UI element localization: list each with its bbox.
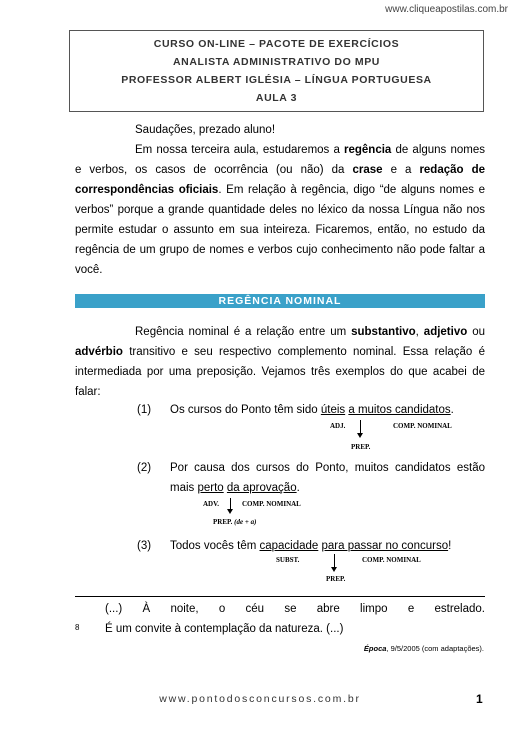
example-sentence bbox=[170, 400, 485, 420]
arrow-down-icon bbox=[357, 433, 363, 438]
intro-text: de alguns nomes e verbos, os casos de ocorrência (ou não) da bbox=[75, 144, 485, 176]
quote-line-2: É um convite à contemplação da natureza. (...) bbox=[105, 623, 344, 635]
intro-text: . Em relação à regência, digo “de alguns nomes e verbos” porque a grande quantidade deles no léxico da nossa Língua não nos permite estudar o assunto em sua inteireza. Ficaremos, então, no estudo da regência de um grupo de nomes e verbos cujo conhecimento não pode faltar a você. bbox=[75, 184, 485, 276]
example-punct: . bbox=[296, 482, 300, 494]
example-head-word: úteis bbox=[320, 404, 346, 416]
example-text: Por causa dos cursos do Ponto, muitos candidatos estão mais bbox=[170, 462, 485, 494]
quote-line-1: (...) À noite, o céu se abre limpo e estrelado. bbox=[105, 603, 485, 615]
example-text: Os cursos do Ponto têm sido bbox=[170, 404, 321, 416]
example-sentence bbox=[170, 458, 485, 498]
header-line-1: CURSO ON-LINE – PACOTE DE EXERCÍCIOS bbox=[153, 38, 400, 50]
intro-bold-redacao: redação de correspondências oficiais bbox=[75, 164, 485, 196]
example-number: (1) bbox=[137, 404, 152, 416]
intro-paragraph bbox=[75, 140, 485, 280]
arrow-down-icon bbox=[227, 509, 233, 514]
arrow-line bbox=[360, 420, 361, 434]
label-comp-nominal: COMP. NOMINAL bbox=[242, 500, 301, 508]
label-prep: PREP. bbox=[326, 575, 346, 583]
def-text: transitivo e seu respectivo complemento nominal. Essa relação é intermediada por uma preposição. Vejamos três exemplos do que acabei de falar: bbox=[75, 346, 485, 398]
label-subst: SUBST. bbox=[276, 556, 300, 564]
intro-bold-crase: crase bbox=[352, 164, 383, 176]
example-complement: a muitos candidatos bbox=[348, 404, 451, 416]
footer-url: www.pontodosconcursos.com.br bbox=[159, 693, 361, 705]
source-title: Época bbox=[363, 644, 387, 653]
example-sentence bbox=[170, 536, 485, 556]
example-punct: . bbox=[450, 404, 454, 416]
def-bold-adjetivo: adjetivo bbox=[423, 326, 468, 338]
header-line-3: PROFESSOR ALBERT IGLÉSIA – LÍNGUA PORTUGUESA bbox=[121, 74, 432, 86]
section-title: REGÊNCIA NOMINAL bbox=[75, 294, 485, 308]
label-adv: ADV. bbox=[203, 500, 220, 508]
def-text: ou bbox=[467, 326, 485, 338]
intro-text: e a bbox=[382, 164, 420, 176]
greeting: Saudações, prezado aluno! bbox=[135, 124, 276, 136]
intro-bold-regencia: regência bbox=[344, 144, 392, 156]
def-text: Regência nominal é a relação entre um bbox=[135, 326, 352, 338]
label-prep: PREP. bbox=[351, 443, 371, 451]
example-complement: da aprovação bbox=[226, 482, 297, 494]
arrow-down-icon bbox=[331, 567, 337, 572]
example-punct: ! bbox=[448, 540, 452, 552]
example-complement: para passar no concurso bbox=[321, 540, 449, 552]
label-prep-note: (de + a) bbox=[234, 518, 257, 526]
def-text: , bbox=[415, 326, 424, 338]
example-text: Todos vocês têm bbox=[170, 540, 260, 552]
divider bbox=[75, 596, 485, 597]
label-prep-text: PREP. bbox=[213, 518, 233, 526]
label-prep bbox=[213, 518, 256, 526]
label-comp-nominal: COMP. NOMINAL bbox=[393, 422, 452, 430]
def-bold-adverbio: advérbio bbox=[75, 346, 123, 358]
label-comp-nominal: COMP. NOMINAL bbox=[362, 556, 421, 564]
line-number: 8 bbox=[75, 623, 80, 632]
source-rest: , 9/5/2005 (com adaptações). bbox=[386, 644, 484, 653]
example-number: (3) bbox=[137, 540, 152, 552]
label-adj: ADJ. bbox=[330, 422, 346, 430]
quote-source bbox=[364, 644, 484, 653]
site-url: www.cliqueapostilas.com.br bbox=[385, 4, 508, 15]
header-line-2: ANALISTA ADMINISTRATIVO DO MPU bbox=[173, 56, 380, 68]
course-header bbox=[69, 30, 484, 112]
page-number: 1 bbox=[476, 692, 483, 706]
definition-paragraph bbox=[75, 322, 485, 402]
example-number: (2) bbox=[137, 462, 152, 474]
def-bold-substantivo: substantivo bbox=[351, 326, 416, 338]
example-head-word: capacidade bbox=[259, 540, 319, 552]
arrow-line bbox=[334, 554, 335, 568]
example-head-word: perto bbox=[197, 482, 224, 494]
header-line-4: AULA 3 bbox=[255, 92, 298, 104]
intro-text: Em nossa terceira aula, estudaremos a bbox=[135, 144, 345, 156]
